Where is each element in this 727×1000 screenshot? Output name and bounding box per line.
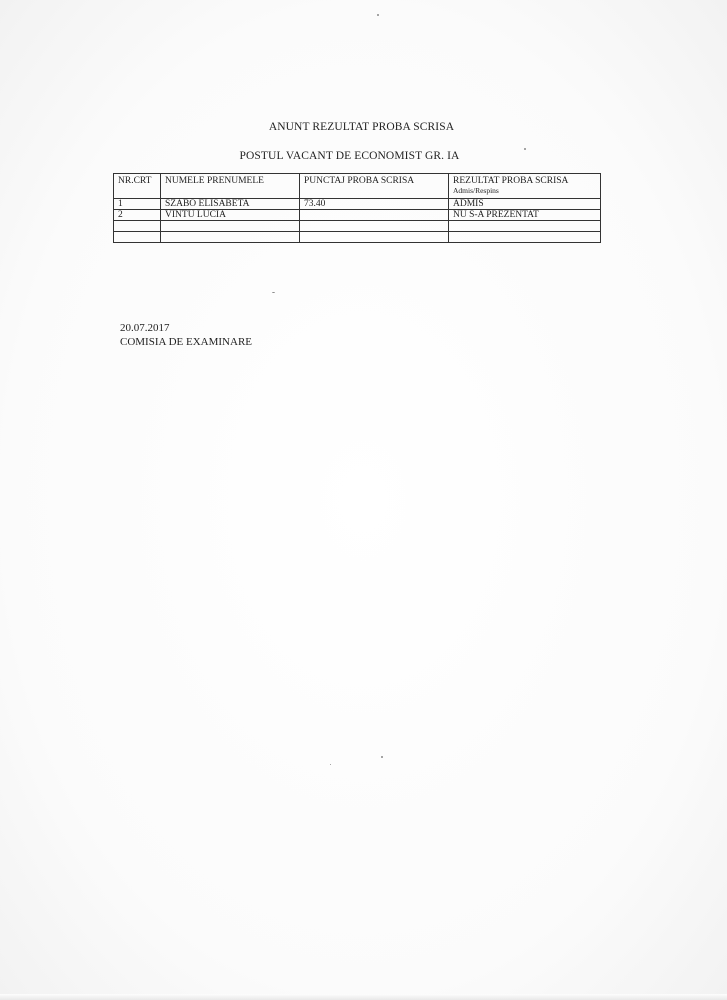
commission-signature: COMISIA DE EXAMINARE [120,336,252,348]
row-score [300,232,449,243]
scan-speck [381,756,383,758]
table-row [114,221,601,232]
scan-speck [272,292,275,293]
table-row [114,232,601,243]
document-title: ANUNT REZULTAT PROBA SCRISA [268,121,455,133]
row-result [449,232,601,243]
column-header-name: NUMELE PRENUMELE [161,174,300,199]
row-nr: 2 [114,210,161,221]
document-subtitle: POSTUL VACANT DE ECONOMIST GR. IA [239,150,460,162]
scan-speck [377,14,379,16]
column-header-score: PUNCTAJ PROBA SCRISA [300,174,449,199]
column-header-result [449,174,601,199]
row-score [300,221,449,232]
row-name [161,221,300,232]
table-row [114,210,601,221]
row-name: VINTU LUCIA [161,210,300,221]
table-row [114,199,601,210]
row-result: NU S-A PREZENTAT [449,210,601,221]
row-nr: 1 [114,199,161,210]
results-table [113,173,601,243]
table-header-row [114,174,601,199]
scan-bottom-edge [0,994,727,1000]
column-header-nr: NR.CRT [114,174,161,199]
row-name [161,232,300,243]
row-result [449,221,601,232]
row-nr [114,232,161,243]
document-date: 20.07.2017 [120,322,170,334]
column-header-result-sublabel: Admis/Respins [453,186,499,195]
row-score: 73.40 [300,199,449,210]
row-result: ADMIS [449,199,601,210]
row-score [300,210,449,221]
column-header-result-label: REZULTAT PROBA SCRISA [453,176,569,186]
scan-speck [524,148,526,150]
row-nr [114,221,161,232]
row-name: SZABO ELISABETA [161,199,300,210]
scan-speck [330,764,331,765]
